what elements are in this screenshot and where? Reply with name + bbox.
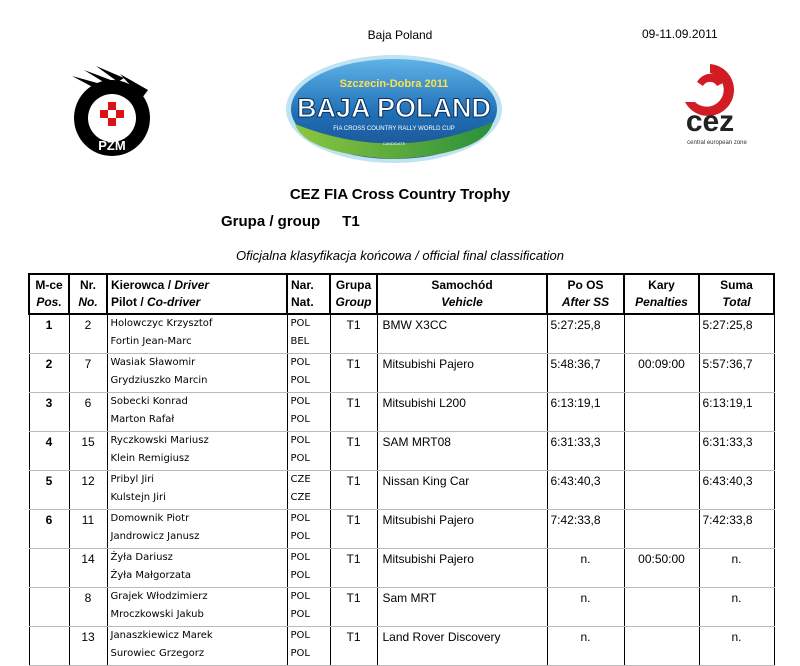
codriver-nat: POL <box>290 570 310 581</box>
total-cell: 6:13:19,1 <box>699 393 774 432</box>
vehicle-cell: Sam MRT <box>377 588 547 627</box>
codriver-nat: POL <box>290 414 310 425</box>
group-label: Grupa / group <box>221 213 321 230</box>
after-ss-cell: 5:48:36,7 <box>547 354 624 393</box>
cez-sub-text: central european zone <box>687 140 747 146</box>
col-after-ss: Po OS After SS <box>547 274 624 314</box>
table-row <box>29 432 774 471</box>
vehicle-cell: Mitsubishi Pajero <box>377 510 547 549</box>
position-cell <box>29 549 69 588</box>
col-nr: Nr. No. <box>69 274 107 314</box>
position-cell: 5 <box>29 471 69 510</box>
cez-logo <box>655 60 765 150</box>
table-row <box>29 471 774 510</box>
total-cell: n. <box>699 627 774 666</box>
driver-name: Ryczkowski Mariusz <box>110 435 209 446</box>
number-cell: 6 <box>69 393 107 432</box>
pzm-text: PZM <box>98 138 126 153</box>
penalties-cell: 00:09:00 <box>624 354 699 393</box>
penalties-cell <box>624 510 699 549</box>
vehicle-cell: Mitsubishi Pajero <box>377 549 547 588</box>
crew-cell <box>107 510 287 549</box>
nationality-cell <box>287 393 330 432</box>
codriver-name: Kulstejn Jiri <box>110 492 166 503</box>
group-cell: T1 <box>330 588 377 627</box>
total-cell: 6:31:33,3 <box>699 432 774 471</box>
crew-cell <box>107 627 287 666</box>
codriver-name: Grydziuszko Marcin <box>110 375 208 386</box>
nationality-cell <box>287 471 330 510</box>
crew-cell <box>107 549 287 588</box>
crew-cell <box>107 471 287 510</box>
group-cell: T1 <box>330 314 377 354</box>
classification-subtitle: Oficjalna klasyfikacja końcowa / official final classification <box>235 248 565 263</box>
codriver-name: Mroczkowski Jakub <box>110 609 204 620</box>
table-row <box>29 354 774 393</box>
after-ss-cell: 5:27:25,8 <box>547 314 624 354</box>
after-ss-cell: 6:31:33,3 <box>547 432 624 471</box>
col-nat: Nar. Nat. <box>287 274 330 314</box>
driver-nat: POL <box>290 396 310 407</box>
after-ss-cell: n. <box>547 588 624 627</box>
group-cell: T1 <box>330 627 377 666</box>
penalties-cell: 00:50:00 <box>624 549 699 588</box>
crew-cell <box>107 393 287 432</box>
driver-nat: CZE <box>290 474 311 485</box>
position-cell: 6 <box>29 510 69 549</box>
vehicle-cell: Mitsubishi Pajero <box>377 354 547 393</box>
table-row <box>29 510 774 549</box>
after-ss-cell: 6:13:19,1 <box>547 393 624 432</box>
number-cell: 13 <box>69 627 107 666</box>
total-cell: 6:43:40,3 <box>699 471 774 510</box>
group-cell: T1 <box>330 510 377 549</box>
nationality-cell <box>287 354 330 393</box>
driver-nat: POL <box>290 513 310 524</box>
group-cell: T1 <box>330 393 377 432</box>
total-cell: n. <box>699 588 774 627</box>
col-vehicle: Samochód Vehicle <box>377 274 547 314</box>
table-header-row <box>29 274 774 314</box>
driver-name: Domownik Piotr <box>110 513 190 524</box>
codriver-nat: POL <box>290 453 310 464</box>
page-title: CEZ FIA Cross Country Trophy <box>289 186 511 203</box>
nationality-cell <box>287 432 330 471</box>
penalties-cell <box>624 432 699 471</box>
number-cell: 2 <box>69 314 107 354</box>
penalties-cell <box>624 393 699 432</box>
driver-nat: POL <box>290 630 310 641</box>
driver-name: Żyła Dariusz <box>110 552 173 563</box>
table-row <box>29 627 774 666</box>
group-heading <box>221 213 360 230</box>
crew-cell <box>107 432 287 471</box>
codriver-name: Klein Remigiusz <box>110 453 190 464</box>
classification-table <box>28 273 775 666</box>
number-cell: 15 <box>69 432 107 471</box>
driver-nat: POL <box>290 357 310 368</box>
total-cell: 5:27:25,8 <box>699 314 774 354</box>
col-pos: M-ce Pos. <box>29 274 69 314</box>
baja-top-text: Szczecin-Dobra 2011 <box>339 78 449 90</box>
event-dates: 09-11.09.2011 <box>642 27 718 41</box>
codriver-nat: BEL <box>290 336 310 347</box>
nationality-cell <box>287 510 330 549</box>
baja-main-text: BAJA POLAND <box>296 93 492 123</box>
col-penalties: Kary Penalties <box>624 274 699 314</box>
driver-nat: POL <box>290 435 310 446</box>
after-ss-cell: 6:43:40,3 <box>547 471 624 510</box>
driver-name: Grajek Włodzimierz <box>110 591 208 602</box>
table-row <box>29 314 774 354</box>
vehicle-cell: SAM MRT08 <box>377 432 547 471</box>
vehicle-cell: BMW X3CC <box>377 314 547 354</box>
position-cell: 3 <box>29 393 69 432</box>
col-group: Grupa Group <box>330 274 377 314</box>
col-driver: Kierowca / Driver Pilot / Co-driver <box>107 274 287 314</box>
number-cell: 8 <box>69 588 107 627</box>
number-cell: 7 <box>69 354 107 393</box>
penalties-cell <box>624 471 699 510</box>
driver-name: Sobecki Konrad <box>110 396 188 407</box>
codriver-name: Jandrowicz Janusz <box>110 531 200 542</box>
group-cell: T1 <box>330 432 377 471</box>
after-ss-cell: n. <box>547 549 624 588</box>
cez-text: cez <box>685 105 735 138</box>
table-row <box>29 549 774 588</box>
event-name: Baja Poland <box>367 28 433 42</box>
vehicle-cell: Land Rover Discovery <box>377 627 547 666</box>
penalties-cell <box>624 588 699 627</box>
total-cell: n. <box>699 549 774 588</box>
group-cell: T1 <box>330 471 377 510</box>
codriver-name: Surowiec Grzegorz <box>110 648 205 659</box>
codriver-nat: CZE <box>290 492 311 503</box>
codriver-nat: POL <box>290 609 310 620</box>
after-ss-cell: n. <box>547 627 624 666</box>
number-cell: 11 <box>69 510 107 549</box>
total-cell: 7:42:33,8 <box>699 510 774 549</box>
driver-name: Pribyl Jiri <box>110 474 155 485</box>
table-row <box>29 393 774 432</box>
driver-name: Janaszkiewicz Marek <box>110 630 213 641</box>
group-cell: T1 <box>330 549 377 588</box>
baja-poland-logo <box>285 54 503 164</box>
position-cell: 2 <box>29 354 69 393</box>
codriver-name: Fortin Jean-Marc <box>110 336 192 347</box>
nationality-cell <box>287 627 330 666</box>
codriver-name: Marton Rafał <box>110 414 175 425</box>
driver-name: Holowczyc Krzysztof <box>110 318 213 329</box>
driver-nat: POL <box>290 552 310 563</box>
nationality-cell <box>287 314 330 354</box>
position-cell <box>29 588 69 627</box>
codriver-nat: POL <box>290 648 310 659</box>
total-cell: 5:57:36,7 <box>699 354 774 393</box>
position-cell: 1 <box>29 314 69 354</box>
position-cell <box>29 627 69 666</box>
number-cell: 12 <box>69 471 107 510</box>
penalties-cell <box>624 314 699 354</box>
vehicle-cell: Mitsubishi L200 <box>377 393 547 432</box>
driver-name: Wasiak Sławomir <box>110 357 196 368</box>
after-ss-cell: 7:42:33,8 <box>547 510 624 549</box>
nationality-cell <box>287 549 330 588</box>
crew-cell <box>107 354 287 393</box>
crew-cell <box>107 588 287 627</box>
driver-nat: POL <box>290 318 310 329</box>
driver-nat: POL <box>290 591 310 602</box>
group-cell: T1 <box>330 354 377 393</box>
table-row <box>29 588 774 627</box>
vehicle-cell: Nissan King Car <box>377 471 547 510</box>
number-cell: 14 <box>69 549 107 588</box>
crew-cell <box>107 314 287 354</box>
col-total: Suma Total <box>699 274 774 314</box>
codriver-nat: POL <box>290 531 310 542</box>
baja-small-text: CANDIDATE <box>382 141 406 146</box>
penalties-cell <box>624 627 699 666</box>
codriver-name: Żyła Małgorzata <box>110 570 192 581</box>
codriver-nat: POL <box>290 375 310 386</box>
baja-sub-text: FIA CROSS COUNTRY RALLY WORLD CUP <box>333 126 455 132</box>
position-cell: 4 <box>29 432 69 471</box>
pzm-logo <box>62 62 158 162</box>
nationality-cell <box>287 588 330 627</box>
group-value: T1 <box>342 213 360 230</box>
